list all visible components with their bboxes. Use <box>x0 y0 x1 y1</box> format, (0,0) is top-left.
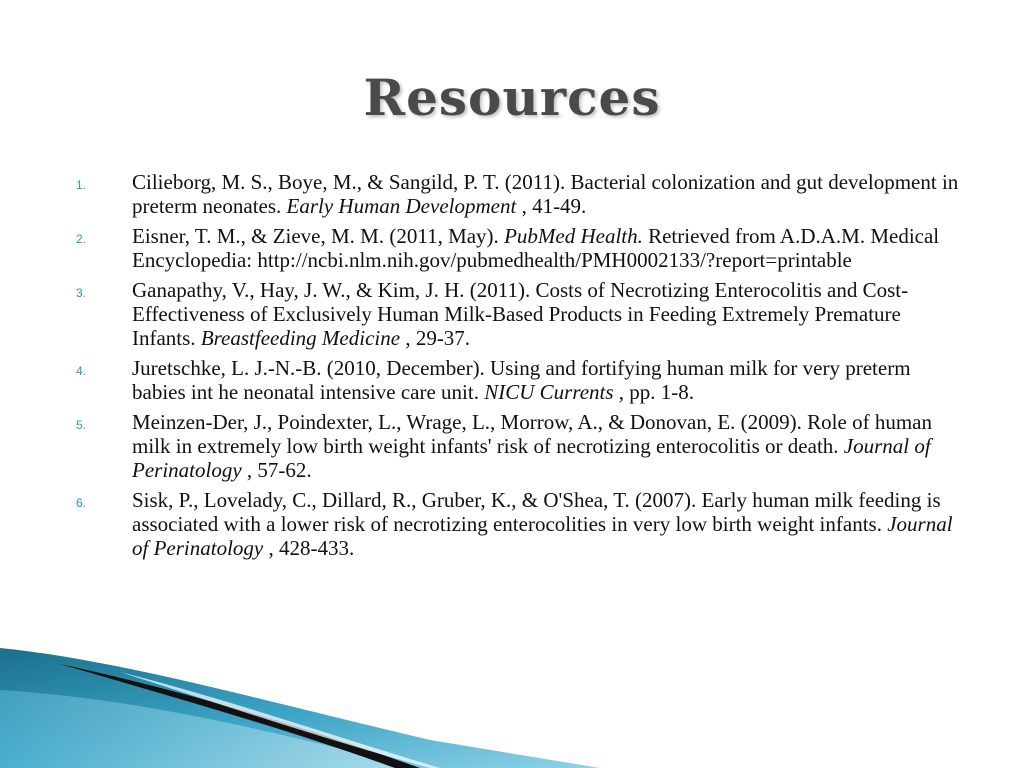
reference-number: 5. <box>76 418 87 432</box>
reference-list <box>70 170 960 566</box>
citation-pages: , pp. 1-8. <box>613 380 695 404</box>
citation-body: Juretschke, L. J.-N.-B. (2010, December). Using and fortifying human milk for very preterm babies int he neonatal intensive care unit. <box>132 356 911 404</box>
reference-number: 1. <box>76 178 87 192</box>
citation-source: Early Human Development <box>286 194 517 218</box>
citation-pages: Retrieved from A.D.A.M. Medical Encyclopedia: http://ncbi.nlm.nih.gov/pubmedhealth/PMH0002133/?report=printable <box>132 224 940 272</box>
reference-item <box>70 224 960 272</box>
citation-source: Journal of Perinatology <box>132 434 931 482</box>
reference-number: 3. <box>76 286 87 300</box>
citation-pages: , 428-433. <box>263 536 355 560</box>
reference-text <box>132 488 960 560</box>
citation-source: Breastfeeding Medicine <box>200 326 401 350</box>
reference-item <box>70 278 960 350</box>
reference-text <box>132 410 960 482</box>
reference-item <box>70 488 960 560</box>
reference-text <box>132 224 960 272</box>
reference-item <box>70 170 960 218</box>
citation-body: Ganapathy, V., Hay, J. W., & Kim, J. H. (2011). Costs of Necrotizing Enterocolitis and Cost-Effectiveness of Exclusively Human Milk-Based Products in Feeding Extremely Premature Infants. <box>132 278 909 350</box>
reference-text <box>132 170 960 218</box>
citation-body: Sisk, P., Lovelady, C., Dillard, R., Gruber, K., & O'Shea, T. (2007). Early human milk feeding is associated with a lower risk of necrotizing enterocolities in very low birth weight infants. <box>132 488 941 536</box>
reference-number: 6. <box>76 496 87 510</box>
citation-body: Meinzen-Der, J., Poindexter, L., Wrage, L., Morrow, A., & Donovan, E. (2009). Role of human milk in extremely low birth weight infants' risk of necrotizing enterocolitis or death. <box>132 410 932 458</box>
citation-source: Journal of Perinatology <box>132 512 953 560</box>
citation-pages: , 57-62. <box>241 458 312 482</box>
citation-pages: , 41-49. <box>516 194 587 218</box>
reference-item <box>70 410 960 482</box>
citation-body: Cilieborg, M. S., Boye, M., & Sangild, P. T. (2011). Bacterial colonization and gut development in preterm neonates. <box>132 170 959 218</box>
reference-text <box>132 278 960 350</box>
citation-source: NICU Currents <box>484 380 614 404</box>
reference-number: 2. <box>76 232 87 246</box>
citation-source: PubMed Health. <box>504 224 643 248</box>
citation-pages: , 29-37. <box>400 326 471 350</box>
reference-number: 4. <box>76 364 87 378</box>
slide-title: Resources <box>363 68 661 127</box>
reference-text <box>132 356 960 404</box>
citation-body: Eisner, T. M., & Zieve, M. M. (2011, May). <box>132 224 505 248</box>
reference-item <box>70 356 960 404</box>
